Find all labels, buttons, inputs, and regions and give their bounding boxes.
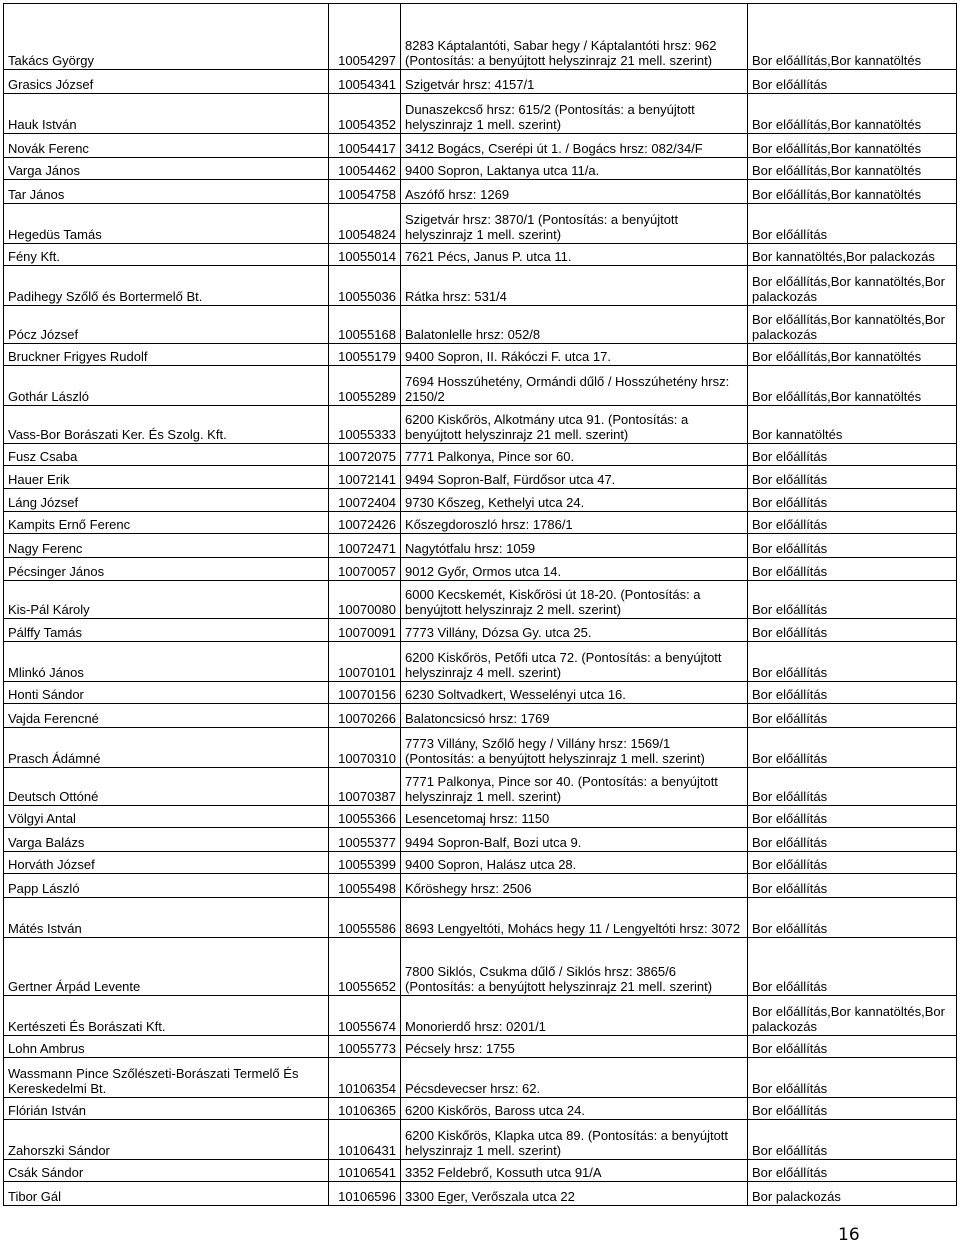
registration-number-cell: 10054824 — [329, 204, 401, 244]
producer-name-cell: Honti Sándor — [4, 682, 329, 704]
registration-number-cell: 10072404 — [329, 489, 401, 512]
table-row — [4, 344, 957, 366]
location-cell: 6200 Kiskőrös, Alkotmány utca 91. (Pontosítás: a benyújtott helyszinrajz 21 mell. szerint) — [401, 406, 748, 444]
registration-number-cell: 10055333 — [329, 406, 401, 444]
registration-number-cell: 10070387 — [329, 768, 401, 806]
registration-number-cell: 10055399 — [329, 852, 401, 874]
activity-cell: Bor előállítás — [748, 581, 957, 619]
table-row — [4, 444, 957, 466]
activity-cell: Bor előállítás — [748, 806, 957, 828]
producer-name-cell: Pócz József — [4, 306, 329, 344]
activity-cell: Bor előállítás — [748, 1058, 957, 1098]
table-row — [4, 94, 957, 134]
producer-name-cell: Zahorszki Sándor — [4, 1120, 329, 1160]
table-row — [4, 1182, 957, 1206]
table-row — [4, 619, 957, 642]
activity-cell: Bor előállítás — [748, 728, 957, 768]
activity-cell: Bor előállítás,Bor kannatöltés,Bor palackozás — [748, 266, 957, 306]
location-cell: Lesencetomaj hrsz: 1150 — [401, 806, 748, 828]
table-row — [4, 874, 957, 898]
registration-number-cell: 10106596 — [329, 1182, 401, 1206]
registration-number-cell: 10055289 — [329, 366, 401, 406]
producer-name-cell: Varga János — [4, 158, 329, 180]
table-row — [4, 466, 957, 489]
table-row — [4, 4, 957, 70]
registration-number-cell: 10055366 — [329, 806, 401, 828]
activity-cell: Bor előállítás,Bor kannatöltés — [748, 4, 957, 70]
location-cell: 6230 Soltvadkert, Wesselényi utca 16. — [401, 682, 748, 704]
registration-number-cell: 10055036 — [329, 266, 401, 306]
location-cell: 9400 Sopron, Laktanya utca 11/a. — [401, 158, 748, 180]
producer-name-cell: Kis-Pál Károly — [4, 581, 329, 619]
location-cell: 3300 Eger, Verőszala utca 22 — [401, 1182, 748, 1206]
registration-number-cell: 10054462 — [329, 158, 401, 180]
activity-cell: Bor előállítás — [748, 558, 957, 581]
registration-number-cell: 10072141 — [329, 466, 401, 489]
location-cell: Dunaszekcső hrsz: 615/2 (Pontosítás: a benyújtott helyszinrajz 1 mell. szerint) — [401, 94, 748, 134]
activity-cell: Bor előállítás — [748, 1036, 957, 1058]
producer-name-cell: Fusz Csaba — [4, 444, 329, 466]
producer-name-cell: Kertészeti És Borászati Kft. — [4, 996, 329, 1036]
producer-name-cell: Mlinkó János — [4, 642, 329, 682]
table-row — [4, 204, 957, 244]
table-row — [4, 682, 957, 704]
producer-name-cell: Fény Kft. — [4, 244, 329, 266]
location-cell: 6200 Kiskőrös, Baross utca 24. — [401, 1098, 748, 1120]
registration-number-cell: 10072471 — [329, 534, 401, 558]
table-row — [4, 1160, 957, 1182]
location-cell: Pécsdevecser hrsz: 62. — [401, 1058, 748, 1098]
location-cell: Balatoncsicsó hrsz: 1769 — [401, 704, 748, 728]
producer-name-cell: Padihegy Szőlő és Bortermelő Bt. — [4, 266, 329, 306]
activity-cell: Bor előállítás — [748, 642, 957, 682]
producer-name-cell: Bruckner Frigyes Rudolf — [4, 344, 329, 366]
registration-number-cell: 10055014 — [329, 244, 401, 266]
location-cell: Kőröshegy hrsz: 2506 — [401, 874, 748, 898]
activity-cell: Bor előállítás — [748, 938, 957, 996]
producer-name-cell: Varga Balázs — [4, 828, 329, 852]
table-row — [4, 512, 957, 534]
registration-number-cell: 10070057 — [329, 558, 401, 581]
location-cell: Pécsely hrsz: 1755 — [401, 1036, 748, 1058]
activity-cell: Bor előállítás,Bor kannatöltés — [748, 366, 957, 406]
location-cell: Nagytótfalu hrsz: 1059 — [401, 534, 748, 558]
activity-cell: Bor előállítás — [748, 874, 957, 898]
location-cell: 9494 Sopron-Balf, Bozi utca 9. — [401, 828, 748, 852]
table-row — [4, 306, 957, 344]
table-row — [4, 806, 957, 828]
activity-cell: Bor előállítás — [748, 1098, 957, 1120]
location-cell: 9494 Sopron-Balf, Fürdősor utca 47. — [401, 466, 748, 489]
table-row — [4, 704, 957, 728]
registration-number-cell: 10055168 — [329, 306, 401, 344]
producer-name-cell: Wassmann Pince Szőlészeti-Borászati Termelő És Kereskedelmi Bt. — [4, 1058, 329, 1098]
table-row — [4, 768, 957, 806]
producer-name-cell: Mátés István — [4, 898, 329, 938]
producer-name-cell: Vajda Ferencné — [4, 704, 329, 728]
table-row — [4, 489, 957, 512]
registration-number-cell: 10054352 — [329, 94, 401, 134]
activity-cell: Bor előállítás,Bor kannatöltés — [748, 180, 957, 204]
table-row — [4, 581, 957, 619]
table-row — [4, 1036, 957, 1058]
activity-cell: Bor előállítás,Bor kannatöltés,Bor palackozás — [748, 996, 957, 1036]
table-row — [4, 828, 957, 852]
registration-number-cell: 10054758 — [329, 180, 401, 204]
producer-name-cell: Takács György — [4, 4, 329, 70]
producer-name-cell: Flórián István — [4, 1098, 329, 1120]
registration-number-cell: 10055652 — [329, 938, 401, 996]
table-row — [4, 642, 957, 682]
registry-table — [3, 3, 957, 1206]
activity-cell: Bor előállítás,Bor kannatöltés — [748, 134, 957, 158]
location-cell: 8283 Káptalantóti, Sabar hegy / Káptalantóti hrsz: 962 (Pontosítás: a benyújtott helyszinrajz 21 mell. szerint) — [401, 4, 748, 70]
registration-number-cell: 10055773 — [329, 1036, 401, 1058]
table-row — [4, 534, 957, 558]
location-cell: Aszófő hrsz: 1269 — [401, 180, 748, 204]
location-cell: 6000 Kecskemét, Kiskőrösi út 18-20. (Pontosítás: a benyújtott helyszinrajz 2 mell. szerint) — [401, 581, 748, 619]
activity-cell: Bor előállítás — [748, 466, 957, 489]
activity-cell: Bor előállítás,Bor kannatöltés — [748, 344, 957, 366]
activity-cell: Bor előállítás — [748, 704, 957, 728]
activity-cell: Bor palackozás — [748, 1182, 957, 1206]
table-row — [4, 266, 957, 306]
table-row — [4, 366, 957, 406]
table-row — [4, 134, 957, 158]
location-cell: Szigetvár hrsz: 4157/1 — [401, 70, 748, 94]
activity-cell: Bor előállítás — [748, 852, 957, 874]
location-cell: 7621 Pécs, Janus P. utca 11. — [401, 244, 748, 266]
activity-cell: Bor előállítás — [748, 512, 957, 534]
producer-name-cell: Grasics József — [4, 70, 329, 94]
location-cell: 7773 Villány, Szőlő hegy / Villány hrsz: 1569/1 (Pontosítás: a benyújtott helyszinrajz 1 mell. szerint) — [401, 728, 748, 768]
registration-number-cell: 10054341 — [329, 70, 401, 94]
location-cell: 3412 Bogács, Cserépi út 1. / Bogács hrsz: 082/34/F — [401, 134, 748, 158]
producer-name-cell: Nagy Ferenc — [4, 534, 329, 558]
activity-cell: Bor előállítás — [748, 70, 957, 94]
location-cell: 9012 Győr, Ormos utca 14. — [401, 558, 748, 581]
activity-cell: Bor előállítás,Bor kannatöltés,Bor palackozás — [748, 306, 957, 344]
table-row — [4, 852, 957, 874]
table-row — [4, 158, 957, 180]
producer-name-cell: Gertner Árpád Levente — [4, 938, 329, 996]
location-cell: Balatonlelle hrsz: 052/8 — [401, 306, 748, 344]
producer-name-cell: Lohn Ambrus — [4, 1036, 329, 1058]
table-row — [4, 406, 957, 444]
registration-number-cell: 10106431 — [329, 1120, 401, 1160]
location-cell: 7773 Villány, Dózsa Gy. utca 25. — [401, 619, 748, 642]
location-cell: Rátka hrsz: 531/4 — [401, 266, 748, 306]
table-row — [4, 1120, 957, 1160]
producer-name-cell: Hauk István — [4, 94, 329, 134]
activity-cell: Bor előállítás — [748, 898, 957, 938]
page-number: 16 — [838, 1225, 860, 1245]
location-cell: 9730 Kőszeg, Kethelyi utca 24. — [401, 489, 748, 512]
activity-cell: Bor előállítás — [748, 204, 957, 244]
registration-number-cell: 10055179 — [329, 344, 401, 366]
registration-number-cell: 10106354 — [329, 1058, 401, 1098]
producer-name-cell: Csák Sándor — [4, 1160, 329, 1182]
producer-name-cell: Vass-Bor Borászati Ker. És Szolg. Kft. — [4, 406, 329, 444]
producer-name-cell: Prasch Ádámné — [4, 728, 329, 768]
registration-number-cell: 10055498 — [329, 874, 401, 898]
activity-cell: Bor előállítás — [748, 682, 957, 704]
location-cell: 7800 Siklós, Csukma dűlő / Siklós hrsz: 3865/6 (Pontosítás: a benyújtott helyszinrajz 21 mell. szerint) — [401, 938, 748, 996]
activity-cell: Bor előállítás — [748, 1160, 957, 1182]
producer-name-cell: Láng József — [4, 489, 329, 512]
registration-number-cell: 10055377 — [329, 828, 401, 852]
table-row — [4, 728, 957, 768]
registration-number-cell: 10106365 — [329, 1098, 401, 1120]
table-row — [4, 996, 957, 1036]
location-cell: 9400 Sopron, II. Rákóczi F. utca 17. — [401, 344, 748, 366]
activity-cell: Bor kannatöltés,Bor palackozás — [748, 244, 957, 266]
registration-number-cell: 10070080 — [329, 581, 401, 619]
producer-name-cell: Pécsinger János — [4, 558, 329, 581]
location-cell: 7771 Palkonya, Pince sor 60. — [401, 444, 748, 466]
producer-name-cell: Tar János — [4, 180, 329, 204]
table-row — [4, 70, 957, 94]
producer-name-cell: Völgyi Antal — [4, 806, 329, 828]
activity-cell: Bor előállítás — [748, 768, 957, 806]
activity-cell: Bor előállítás,Bor kannatöltés — [748, 94, 957, 134]
table-row — [4, 1058, 957, 1098]
activity-cell: Bor előállítás — [748, 619, 957, 642]
activity-cell: Bor előállítás — [748, 534, 957, 558]
registration-number-cell: 10070310 — [329, 728, 401, 768]
registration-number-cell: 10070101 — [329, 642, 401, 682]
registration-number-cell: 10070091 — [329, 619, 401, 642]
location-cell: 3352 Feldebrő, Kossuth utca 91/A — [401, 1160, 748, 1182]
registration-number-cell: 10070266 — [329, 704, 401, 728]
location-cell: Monorierdő hrsz: 0201/1 — [401, 996, 748, 1036]
producer-name-cell: Gothár László — [4, 366, 329, 406]
activity-cell: Bor előállítás,Bor kannatöltés — [748, 158, 957, 180]
activity-cell: Bor előállítás — [748, 444, 957, 466]
producer-name-cell: Novák Ferenc — [4, 134, 329, 158]
activity-cell: Bor előállítás — [748, 828, 957, 852]
location-cell: 6200 Kiskőrös, Klapka utca 89. (Pontosítás: a benyújtott helyszinrajz 1 mell. szerint) — [401, 1120, 748, 1160]
location-cell: 7771 Palkonya, Pince sor 40. (Pontosítás: a benyújtott helyszinrajz 1 mell. szerint) — [401, 768, 748, 806]
table-row — [4, 898, 957, 938]
producer-name-cell: Tibor Gál — [4, 1182, 329, 1206]
producer-name-cell: Pálffy Tamás — [4, 619, 329, 642]
location-cell: Kőszegdoroszló hrsz: 1786/1 — [401, 512, 748, 534]
table-row — [4, 938, 957, 996]
registration-number-cell: 10072426 — [329, 512, 401, 534]
registration-number-cell: 10054417 — [329, 134, 401, 158]
location-cell: 6200 Kiskőrös, Petőfi utca 72. (Pontosítás: a benyújtott helyszinrajz 4 mell. szerint) — [401, 642, 748, 682]
registration-number-cell: 10055586 — [329, 898, 401, 938]
producer-name-cell: Deutsch Ottóné — [4, 768, 329, 806]
table-row — [4, 180, 957, 204]
registration-number-cell: 10054297 — [329, 4, 401, 70]
producer-name-cell: Horváth József — [4, 852, 329, 874]
activity-cell: Bor előállítás — [748, 1120, 957, 1160]
activity-cell: Bor kannatöltés — [748, 406, 957, 444]
registration-number-cell: 10072075 — [329, 444, 401, 466]
table-row — [4, 558, 957, 581]
registration-number-cell: 10070156 — [329, 682, 401, 704]
producer-name-cell: Hauer Erik — [4, 466, 329, 489]
table-row — [4, 1098, 957, 1120]
location-cell: 8693 Lengyeltóti, Mohács hegy 11 / Lengyeltóti hrsz: 3072 — [401, 898, 748, 938]
producer-name-cell: Hegedüs Tamás — [4, 204, 329, 244]
activity-cell: Bor előállítás — [748, 489, 957, 512]
registration-number-cell: 10106541 — [329, 1160, 401, 1182]
location-cell: 9400 Sopron, Halász utca 28. — [401, 852, 748, 874]
registration-number-cell: 10055674 — [329, 996, 401, 1036]
location-cell: 7694 Hosszúhetény, Ormándi dűlő / Hosszúhetény hrsz: 2150/2 — [401, 366, 748, 406]
registry-table-body — [4, 4, 957, 1206]
location-cell: Szigetvár hrsz: 3870/1 (Pontosítás: a benyújtott helyszinrajz 1 mell. szerint) — [401, 204, 748, 244]
table-row — [4, 244, 957, 266]
producer-name-cell: Papp László — [4, 874, 329, 898]
producer-name-cell: Kampits Ernő Ferenc — [4, 512, 329, 534]
